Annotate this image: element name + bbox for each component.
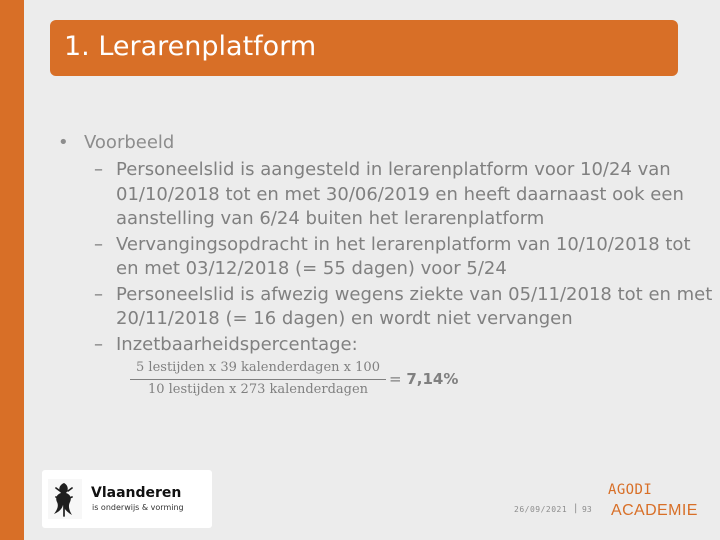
- availability-formula: [130, 360, 460, 402]
- sub-item-line: Personeelslid is afwezig wegens ziekte van 05/11/2018 tot en met: [116, 283, 713, 305]
- sub-item-marker: –: [94, 233, 103, 255]
- footer-date: 26/09/2021: [514, 505, 568, 514]
- academie-brand: ACADEMIE: [611, 502, 698, 519]
- vlaanderen-logo: [42, 470, 212, 528]
- sub-item-line: en met 03/12/2018 (= 55 dagen) voor 5/24: [116, 258, 507, 279]
- sub-item-line: aanstelling van 6/24 buiten het lerarenplatform: [116, 208, 545, 229]
- sub-item-line: Vervangingsopdracht in het lerarenplatform van 10/10/2018 tot: [116, 233, 691, 255]
- equals-sign: =: [389, 370, 402, 388]
- sub-item-marker: –: [94, 333, 103, 355]
- sub-item-marker: –: [94, 283, 103, 305]
- bullet-marker: •: [58, 132, 69, 153]
- formula-fraction: [130, 360, 386, 402]
- sub-item-text: [116, 333, 674, 358]
- sub-item-percentage: [94, 333, 674, 358]
- sub-item-replacement: [94, 233, 691, 282]
- sub-item-absence: [94, 283, 713, 332]
- slide-title: 1. Lerarenplatform: [64, 31, 317, 62]
- fraction-line: [130, 379, 386, 380]
- sub-item-line: 01/10/2018 tot en met 30/06/2019 en heeft daarnaast ook een: [116, 183, 684, 205]
- agodi-brand: AGODI: [608, 482, 653, 498]
- sub-item-text: [116, 233, 691, 282]
- sub-item-text: [116, 158, 684, 232]
- page-number: 93: [582, 505, 592, 514]
- footer-separator: |: [574, 503, 578, 514]
- result-value: 7,14%: [406, 370, 459, 388]
- sub-item-text: [116, 283, 712, 332]
- formula-numerator: 5 lestijden x 39 kalenderdagen x 100: [136, 360, 380, 375]
- flemish-lion-icon: [50, 481, 78, 519]
- example-sub-list: [94, 158, 713, 358]
- sub-item-line: 20/11/2018 (= 16 dagen) en wordt niet vervangen: [116, 308, 573, 329]
- sub-item-marker: –: [94, 159, 103, 180]
- bullet-label: Voorbeeld: [84, 132, 175, 153]
- sub-item-line: Inzetbaarheidspercentage:: [116, 333, 358, 355]
- main-bullet: [58, 131, 678, 155]
- formula-result: [389, 370, 458, 388]
- sub-item-assignment: [94, 158, 684, 232]
- sub-item-line: Personeelslid is aangesteld in lerarenplatform voor 10/24 van: [116, 159, 671, 180]
- logo-subtitle: is onderwijs & vorming: [92, 503, 184, 512]
- logo-title: Vlaanderen: [91, 485, 182, 501]
- formula-denominator: 10 lestijden x 273 kalenderdagen: [147, 382, 369, 397]
